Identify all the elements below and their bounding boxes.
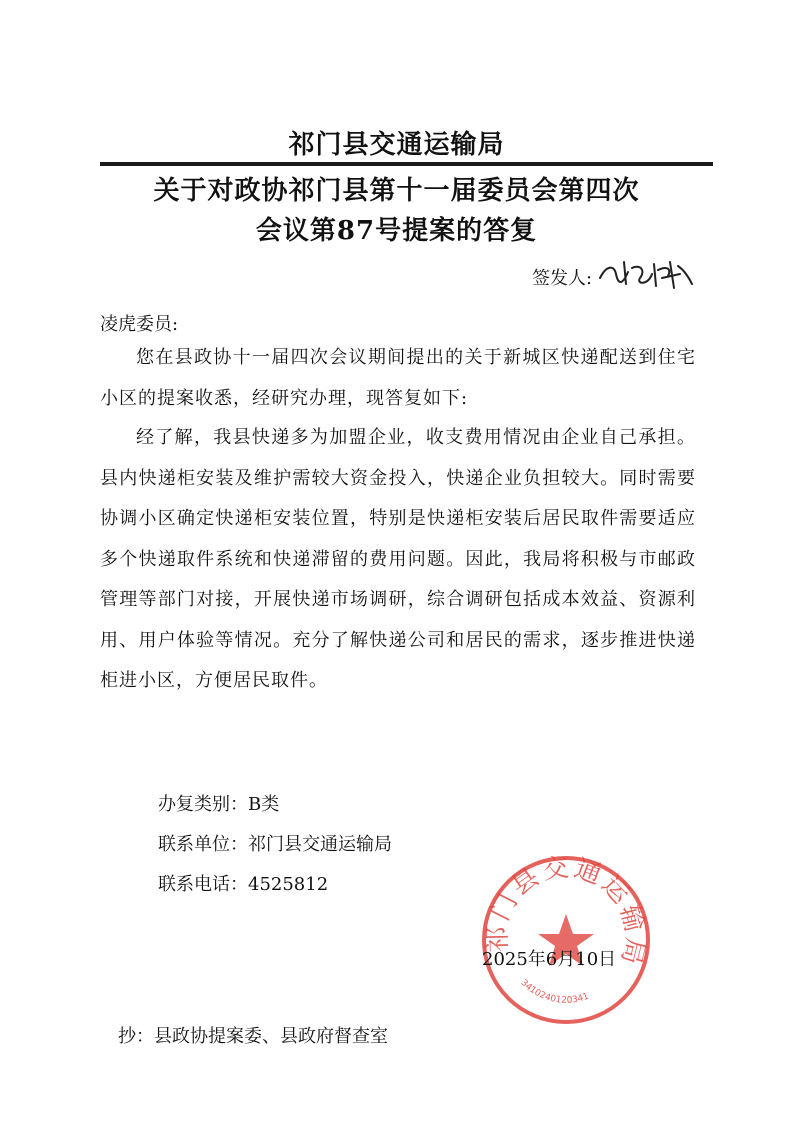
doc-title-line-2: 会议第87号提案的答复: [255, 216, 538, 246]
contact-phone: 联系电话：4525812: [158, 874, 329, 895]
header-rule: [100, 162, 713, 166]
signer-block: [532, 264, 592, 290]
handwritten-signature: [596, 256, 696, 292]
reply-category: 办复类别：B类: [158, 794, 280, 815]
cc-line: 抄：县政协提案委、县政府督查室: [118, 1026, 388, 1047]
svg-text:祁门县交通运输局: 祁门县交通运输局: [482, 852, 651, 971]
reply-date: 2025年6月10日: [482, 949, 617, 970]
body-paragraph-1: 您在县政协十一届四次会议期间提出的关于新城区快递配送到住宅小区的提案收悉，经研究办理，现答复如下:: [100, 347, 696, 409]
svg-text:3410240120341: 3410240120341: [518, 977, 591, 1006]
salutation: 凌虎委员:: [100, 314, 179, 335]
org-name: 祁门县交通运输局: [288, 130, 505, 160]
body-paragraph-2: 经了解，我县快递多为加盟企业，收支费用情况由企业自己承担。县内快递柜安装及维护需较大资金投入，快递企业负担较大。同时需要协调小区确定快递柜安装位置，特别是快递柜安装后居民取件需要适应多个快递取件系统和快递滞留的费用问题。因此，我局将积极与市邮政管理等部门对接，开展快递市场调研，综合调研包括成本效益、资源利用、用户体验等情况。充分了解快递公司和居民的需求，逐步推进快递柜进小区，方便居民取件。: [100, 427, 696, 691]
official-seal: [478, 852, 654, 1028]
contact-unit: 联系单位：祁门县交通运输局: [158, 834, 392, 855]
signer-label: 签发人:: [532, 268, 593, 289]
doc-title-line-1: 关于对政协祁门县第十一届委员会第四次: [153, 176, 640, 206]
